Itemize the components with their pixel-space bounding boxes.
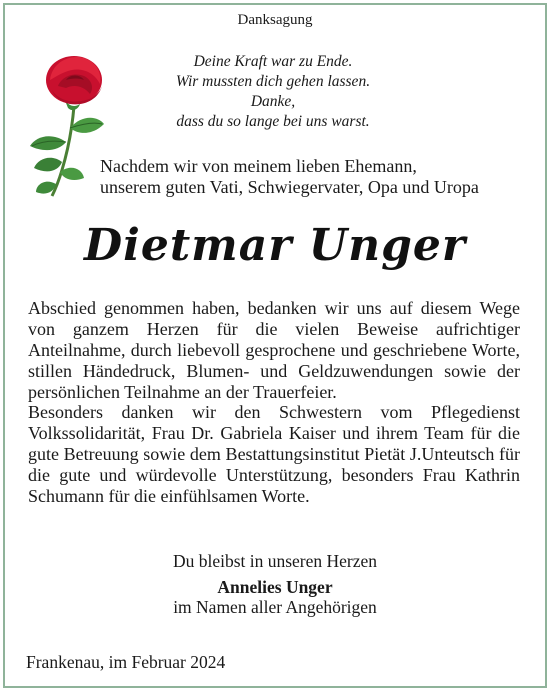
signer-name: Annelies Unger — [217, 577, 333, 597]
poem-line-1: Deine Kraft war zu Ende. — [193, 53, 353, 70]
on-behalf-line: im Namen aller Angehörigen — [173, 597, 377, 617]
red-rose-icon — [22, 50, 112, 198]
poem-line-2: Wir mussten dich gehen lassen. — [175, 73, 371, 90]
notice-heading: Danksagung — [237, 12, 313, 28]
place-and-date: Frankenau, im Februar 2024 — [26, 652, 226, 672]
closing-line: Du bleibst in unseren Herzen — [172, 551, 378, 571]
poem-line-3: Danke, — [250, 93, 296, 110]
poem-line-4: dass du so lange bei uns warst. — [176, 113, 370, 130]
deceased-name: Dietmar Unger — [83, 220, 467, 271]
intro-text — [100, 156, 540, 198]
thanks-paragraph-2: Besonders danken wir den Schwestern vom Pflegedienst Volkssolidarität, Frau Dr. Gabriela Kaiser und ihrem Team für die gute Betreuung sowie dem Bestattungsinstitut Pietät J.Unteutsch für die gute und würdevolle Unterstützung, besonders Frau Kathrin Schumann für die einfühlsamen Worte. — [28, 402, 520, 506]
thanks-paragraph-1: Abschied genommen haben, bedanken wir uns auf diesem Wege von ganzem Herzen für die vielen Beweise aufrichtiger Anteilnahme, durch liebevoll gesprochene und geschriebene Worte, stillen Händedruck, Blumen- und Geldzuwendungen sowie der persönlichen Teilnahme an der Trauerfeier. — [28, 298, 520, 402]
intro-line-2: unserem guten Vati, Schwiegervater, Opa und Uropa — [100, 177, 479, 197]
intro-line-1: Nachdem wir von meinem lieben Ehemann, — [100, 156, 417, 176]
poem — [148, 52, 398, 132]
